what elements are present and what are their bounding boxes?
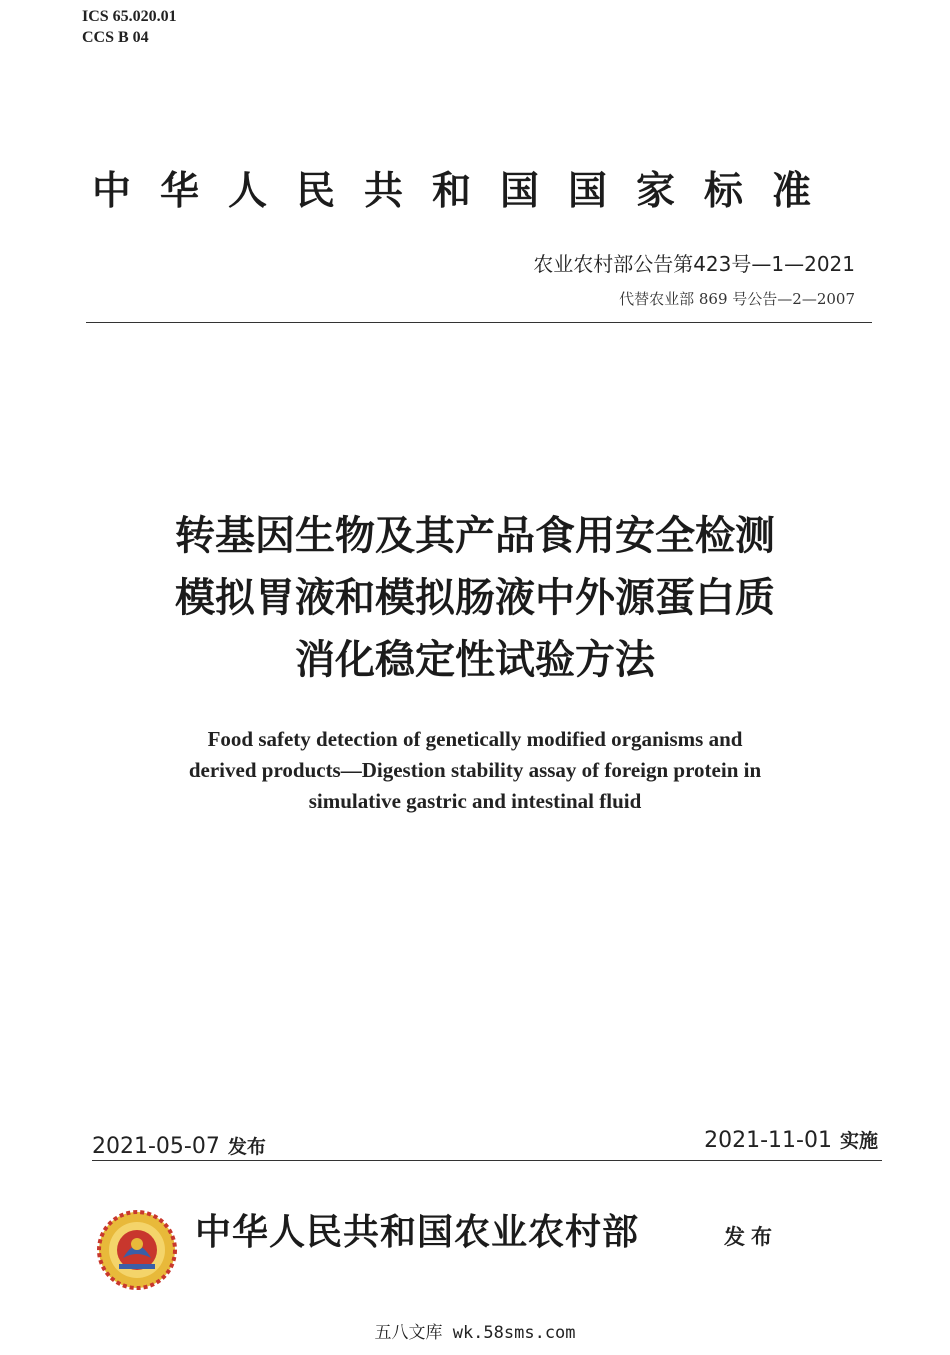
standard-number: 农业农村部公告第423号—1—2021 (533, 252, 855, 276)
implement-date: 2021-11-01 (704, 1128, 832, 1153)
header-divider (86, 322, 872, 323)
chinese-title-line: 转基因生物及其产品食用安全检测 (175, 513, 775, 559)
english-title-line: derived products—Digestion stability assay of foreign protein in (188, 758, 762, 782)
chinese-title-line: 模拟胃液和模拟肠液中外源蛋白质 (175, 575, 775, 621)
implement-date-block (704, 1126, 878, 1153)
footer-divider (92, 1160, 882, 1161)
issuer-suffix: 发布 (724, 1225, 778, 1249)
ministry-emblem-icon (97, 1210, 177, 1290)
chinese-title (0, 505, 950, 691)
ics-code: ICS 65.020.01 (82, 8, 177, 25)
watermark: 五八文库 wk.58sms.com (374, 1323, 576, 1343)
national-standard-title: 中华人民共和国国家标准 (92, 169, 841, 214)
implement-label: 实施 (839, 1130, 878, 1152)
english-title-line: Food safety detection of genetically modified organisms and (207, 727, 743, 751)
issue-date: 2021-05-07 (92, 1134, 220, 1159)
classification-codes (82, 6, 177, 48)
english-title-line: simulative gastric and intestinal fluid (308, 789, 642, 813)
issue-date-block (92, 1132, 266, 1159)
replaces-standard: 代替农业部 869 号公告—2—2007 (619, 290, 855, 308)
ccs-code: CCS B 04 (82, 29, 149, 46)
chinese-title-line: 消化稳定性试验方法 (295, 637, 655, 683)
english-title (0, 724, 950, 817)
issue-label: 发布 (227, 1136, 266, 1158)
issuing-authority: 中华人民共和国农业农村部 (195, 1211, 640, 1253)
